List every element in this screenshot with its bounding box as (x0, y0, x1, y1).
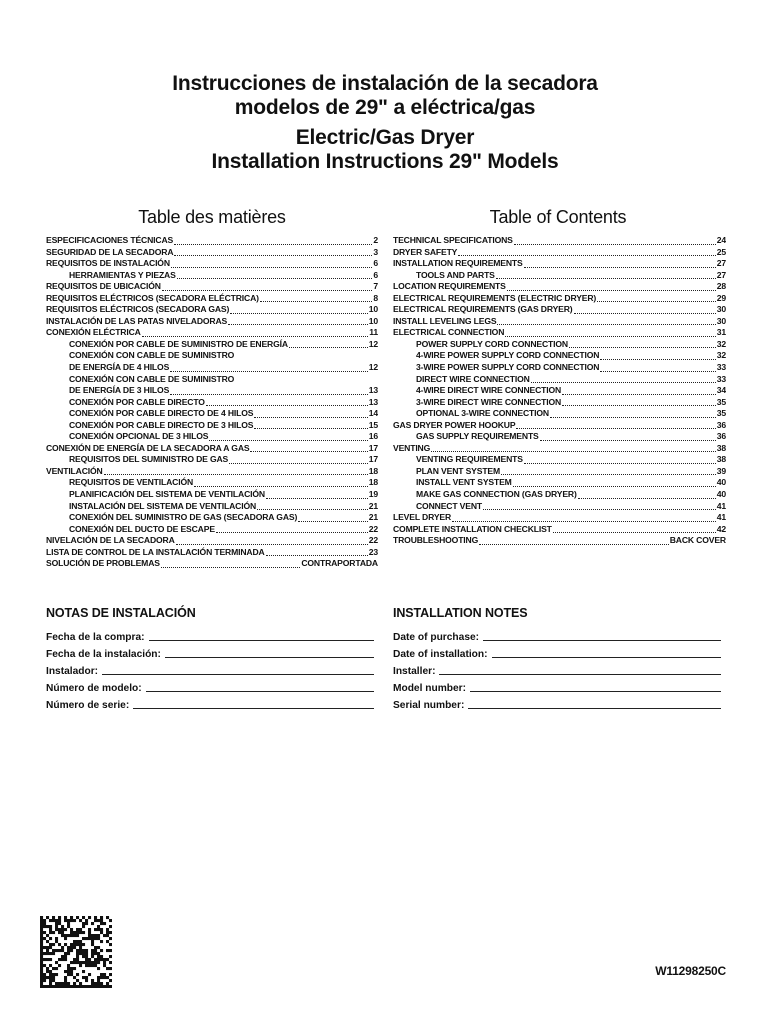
english-toc-entry (393, 350, 726, 362)
spanish-toc-entry (46, 270, 378, 282)
toc-entry-page: 33 (716, 373, 726, 384)
toc-entry-label: ELECTRICAL CONNECTION (393, 327, 505, 338)
toc-entry-page: 11 (369, 327, 378, 338)
english-toc-entry (393, 327, 726, 339)
english-toc-entry (393, 247, 726, 259)
toc-leader-dots (235, 352, 377, 360)
toc-leader-dots (516, 420, 715, 429)
notes-spanish-heading: NOTAS DE INSTALACIÓN (46, 606, 196, 620)
toc-entry-label: VENTILACIÓN (46, 465, 103, 476)
toc-leader-dots (597, 293, 716, 302)
english-note-field (393, 626, 721, 643)
toc-entry-label: LISTA DE CONTROL DE LA INSTALACIÓN TERMINADA (46, 546, 265, 557)
toc-leader-dots (531, 374, 716, 383)
spanish-toc-entry (46, 477, 378, 489)
toc-leader-dots (553, 524, 716, 533)
english-toc-entry (393, 270, 726, 282)
english-toc-entry (393, 316, 726, 328)
spanish-toc-entry (46, 524, 378, 536)
english-note-field (393, 660, 721, 677)
spanish-toc-entry (46, 558, 378, 570)
english-toc-entry (393, 466, 726, 478)
english-toc-entry (393, 443, 726, 455)
toc-entry-label: TROUBLESHOOTING (393, 535, 479, 546)
note-field-label: Fecha de la instalación: (46, 649, 161, 660)
toc-leader-dots (540, 432, 716, 441)
toc-entry-page: 25 (716, 246, 726, 257)
spanish-toc-entry (46, 420, 378, 432)
document-code: W11298250C (655, 964, 726, 978)
english-toc-entry (393, 235, 726, 247)
toc-leader-dots (142, 328, 369, 337)
title-english-line-1: Electric/Gas Dryer (295, 126, 475, 149)
spanish-note-field (46, 660, 374, 677)
toc-leader-dots (483, 501, 716, 510)
toc-entry-label: OPTIONAL 3-WIRE CONNECTION (416, 408, 549, 419)
english-toc-entry (393, 281, 726, 293)
toc-entry-page: 36 (716, 419, 726, 430)
toc-entry-label: COMPLETE INSTALLATION CHECKLIST (393, 523, 552, 534)
spanish-toc-entry (46, 443, 378, 455)
toc-leader-dots (298, 513, 368, 522)
toc-entry-page: 23 (368, 546, 378, 557)
spanish-toc-entry (46, 385, 378, 397)
toc-entry-label: INSTALACIÓN DE LAS PATAS NIVELADORAS (46, 315, 228, 326)
toc-spanish-list (46, 235, 378, 570)
toc-leader-dots (228, 316, 368, 325)
note-field-blank-line[interactable] (439, 664, 721, 675)
english-toc-entry (393, 362, 726, 374)
toc-entry-label: REQUISITOS DE VENTILACIÓN (69, 477, 194, 488)
toc-entry-label: CONEXIÓN OPCIONAL DE 3 HILOS (69, 431, 209, 442)
toc-leader-dots (194, 478, 368, 487)
toc-entry-page: 17 (368, 442, 378, 453)
toc-entry-page: 30 (716, 315, 726, 326)
notes-english-heading: INSTALLATION NOTES (393, 606, 528, 620)
toc-entry-label: ELECTRICAL REQUIREMENTS (ELECTRIC DRYER) (393, 292, 597, 303)
toc-entry-page: 42 (716, 523, 726, 534)
toc-entry-label: VENTING REQUIREMENTS (416, 454, 523, 465)
english-toc-entry (393, 293, 726, 305)
toc-leader-dots (458, 247, 715, 256)
toc-spanish-heading: Table des matières (138, 207, 286, 227)
toc-leader-dots (501, 466, 716, 475)
spanish-toc-entry (46, 466, 378, 478)
toc-leader-dots (266, 490, 368, 499)
spanish-toc-entry (46, 431, 378, 443)
toc-leader-dots (431, 443, 716, 452)
note-field-blank-line[interactable] (492, 647, 721, 658)
spanish-note-field (46, 677, 374, 694)
note-field-label: Número de serie: (46, 700, 130, 711)
toc-entry-label: POWER SUPPLY CORD CONNECTION (416, 338, 568, 349)
note-field-label: Installer: (393, 666, 436, 677)
note-field-label: Serial number: (393, 700, 465, 711)
english-toc-entry (393, 258, 726, 270)
toc-leader-dots (289, 339, 368, 348)
toc-entry-page: 19 (368, 489, 378, 500)
toc-leader-dots (171, 259, 372, 268)
spanish-toc-entry (46, 235, 378, 247)
note-field-label: Fecha de la compra: (46, 632, 145, 643)
toc-entry-page: 17 (368, 454, 378, 465)
toc-entry-page: 40 (716, 477, 726, 488)
note-field-blank-line[interactable] (470, 681, 721, 692)
spanish-toc-entry (46, 512, 378, 524)
toc-leader-dots (209, 432, 367, 441)
english-toc-entry (393, 408, 726, 420)
toc-leader-dots (562, 397, 716, 406)
toc-entry-page: 18 (368, 477, 378, 488)
toc-leader-dots (514, 236, 716, 245)
toc-entry-label: CONEXIÓN DEL DUCTO DE ESCAPE (69, 523, 215, 534)
toc-entry-label: VENTING (393, 442, 431, 453)
spanish-toc-entry (46, 362, 378, 374)
toc-entry-label: CONEXIÓN POR CABLE DE SUMINISTRO DE ENERGÍA (69, 338, 288, 349)
toc-entry-page: 38 (716, 454, 726, 465)
spanish-toc-entry (46, 489, 378, 501)
english-toc-entry (393, 524, 726, 536)
toc-entry-label: PLANIFICACIÓN DEL SISTEMA DE VENTILACIÓN (69, 489, 265, 500)
toc-leader-dots (497, 316, 715, 325)
note-field-blank-line[interactable] (468, 698, 721, 709)
toc-entry-page: 18 (368, 465, 378, 476)
toc-leader-dots (177, 270, 373, 279)
toc-entry-label: 4-WIRE POWER SUPPLY CORD CONNECTION (416, 350, 600, 361)
toc-entry-label: DIRECT WIRE CONNECTION (416, 373, 530, 384)
spanish-toc-entry (46, 454, 378, 466)
toc-leader-dots (266, 547, 368, 556)
toc-leader-dots (229, 455, 368, 464)
spanish-toc-entry (46, 374, 378, 386)
toc-entry-page: 21 (368, 512, 378, 523)
toc-entry-page: 27 (716, 269, 726, 280)
spanish-toc-entry (46, 339, 378, 351)
toc-entry-label: CONEXIÓN POR CABLE DIRECTO DE 3 HILOS (69, 419, 254, 430)
toc-entry-page: 12 (368, 338, 378, 349)
toc-leader-dots (176, 536, 368, 545)
toc-entry-label: LOCATION REQUIREMENTS (393, 281, 506, 292)
toc-entry-label: DE ENERGÍA DE 3 HILOS (69, 385, 170, 396)
spanish-toc-entry (46, 258, 378, 270)
toc-entry-page: 35 (716, 396, 726, 407)
toc-leader-dots (235, 375, 377, 383)
english-toc-entry (393, 454, 726, 466)
toc-entry-page: 32 (716, 350, 726, 361)
toc-leader-dots (524, 455, 716, 464)
toc-leader-dots (170, 363, 368, 372)
toc-entry-label: SEGURIDAD DE LA SECADORA (46, 246, 174, 257)
toc-entry-page: 12 (368, 362, 378, 373)
toc-entry-label: TECHNICAL SPECIFICATIONS (393, 235, 513, 245)
toc-entry-page: 24 (716, 235, 726, 245)
toc-entry-label: INSTALACIÓN DEL SISTEMA DE VENTILACIÓN (69, 500, 257, 511)
title-spanish-line-2: modelos de 29" a eléctrica/gas (234, 96, 536, 119)
toc-entry-label: HERRAMIENTAS Y PIEZAS (69, 269, 176, 280)
english-toc-entry (393, 397, 726, 409)
toc-entry-label: PLAN VENT SYSTEM (416, 465, 501, 476)
toc-entry-page: 39 (716, 465, 726, 476)
english-toc-entry (393, 512, 726, 524)
toc-entry-page: 22 (368, 523, 378, 534)
toc-entry-page: 13 (368, 385, 378, 396)
spanish-toc-entry (46, 327, 378, 339)
toc-entry-page: 33 (716, 362, 726, 373)
toc-leader-dots (505, 328, 715, 337)
toc-entry-page: 34 (716, 385, 726, 396)
toc-leader-dots (578, 490, 716, 499)
note-field-blank-line[interactable] (483, 630, 721, 641)
toc-entry-page: 7 (373, 281, 378, 292)
english-toc-entry (393, 501, 726, 513)
toc-leader-dots (550, 409, 716, 418)
notes-english-form (393, 626, 721, 711)
toc-entry-page: 29 (716, 292, 726, 303)
note-field-blank-line[interactable] (146, 681, 374, 692)
toc-entry-label: CONEXIÓN DE ENERGÍA DE LA SECADORA A GAS (46, 442, 250, 453)
english-toc-entry (393, 477, 726, 489)
toc-entry-label: CONEXIÓN ELÉCTRICA (46, 327, 141, 338)
toc-entry-label: GAS SUPPLY REQUIREMENTS (416, 431, 539, 442)
toc-leader-dots (206, 397, 368, 406)
spanish-toc-entry (46, 501, 378, 513)
toc-leader-dots (162, 282, 373, 291)
toc-leader-dots (574, 305, 716, 314)
toc-leader-dots (569, 339, 716, 348)
datamatrix-barcode-icon (40, 916, 112, 988)
toc-entry-label: REQUISITOS DE UBICACIÓN (46, 281, 161, 292)
toc-entry-page: 36 (716, 431, 726, 442)
note-field-label: Número de modelo: (46, 683, 142, 694)
english-toc-entry (393, 535, 726, 547)
english-toc-entry (393, 304, 726, 316)
note-field-label: Date of installation: (393, 649, 488, 660)
toc-entry-page: 38 (716, 442, 726, 453)
toc-entry-page: 30 (716, 304, 726, 315)
toc-leader-dots (254, 420, 367, 429)
toc-entry-page: 41 (716, 512, 726, 523)
toc-entry-page: BACK COVER (669, 535, 726, 546)
toc-entry-page: 2 (373, 235, 378, 245)
toc-entry-page: 14 (368, 408, 378, 419)
toc-leader-dots (479, 536, 669, 545)
toc-entry-label: 3-WIRE DIRECT WIRE CONNECTION (416, 396, 562, 407)
toc-entry-page: 27 (716, 258, 726, 269)
notes-spanish-form (46, 626, 374, 711)
toc-entry-page: 35 (716, 408, 726, 419)
toc-entry-label: CONEXIÓN CON CABLE DE SUMINISTRO (69, 373, 235, 384)
spanish-toc-entry (46, 304, 378, 316)
note-field-blank-line[interactable] (149, 630, 374, 641)
spanish-toc-entry (46, 397, 378, 409)
spanish-toc-entry (46, 316, 378, 328)
english-toc-entry (393, 374, 726, 386)
toc-entry-label: INSTALL VENT SYSTEM (416, 477, 512, 488)
toc-entry-page: 28 (716, 281, 726, 292)
toc-entry-label: CONEXIÓN DEL SUMINISTRO DE GAS (SECADORA GAS) (69, 512, 298, 523)
toc-entry-label: REQUISITOS DE INSTALACIÓN (46, 258, 170, 269)
toc-leader-dots (513, 478, 716, 487)
toc-entry-label: NIVELACIÓN DE LA SECADORA (46, 535, 175, 546)
toc-leader-dots (230, 305, 368, 314)
toc-entry-label: REQUISITOS ELÉCTRICOS (SECADORA GAS) (46, 304, 230, 315)
toc-entry-label: ELECTRICAL REQUIREMENTS (GAS DRYER) (393, 304, 573, 315)
toc-leader-dots (496, 270, 716, 279)
note-field-blank-line[interactable] (165, 647, 374, 658)
toc-entry-page: 13 (368, 396, 378, 407)
toc-entry-label: INSTALLATION REQUIREMENTS (393, 258, 523, 269)
spanish-toc-entry (46, 247, 378, 259)
toc-entry-label: MAKE GAS CONNECTION (GAS DRYER) (416, 489, 577, 500)
toc-entry-label: 3-WIRE POWER SUPPLY CORD CONNECTION (416, 362, 600, 373)
toc-leader-dots (174, 247, 372, 256)
toc-entry-page: 32 (716, 338, 726, 349)
toc-leader-dots (174, 236, 372, 245)
toc-english-list (393, 235, 726, 547)
spanish-toc-entry (46, 281, 378, 293)
note-field-blank-line[interactable] (133, 698, 374, 709)
toc-leader-dots (170, 386, 368, 395)
toc-entry-page: 6 (373, 269, 378, 280)
toc-entry-label: GAS DRYER POWER HOOKUP (393, 419, 516, 430)
toc-entry-page: 10 (368, 315, 378, 326)
toc-leader-dots (562, 386, 716, 395)
toc-entry-label: INSTALL LEVELING LEGS (393, 315, 497, 326)
english-toc-entry (393, 420, 726, 432)
english-toc-entry (393, 489, 726, 501)
english-toc-entry (393, 385, 726, 397)
toc-entry-label: REQUISITOS DEL SUMINISTRO DE GAS (69, 454, 229, 465)
toc-entry-page: 10 (368, 304, 378, 315)
toc-entry-page: 3 (373, 246, 378, 257)
toc-entry-label: ESPECIFICACIONES TÉCNICAS (46, 235, 174, 245)
toc-entry-page: 6 (373, 258, 378, 269)
spanish-toc-entry (46, 535, 378, 547)
toc-entry-label: CONEXIÓN POR CABLE DIRECTO DE 4 HILOS (69, 408, 254, 419)
toc-leader-dots (524, 259, 716, 268)
toc-entry-label: LEVEL DRYER (393, 512, 452, 523)
toc-entry-label: REQUISITOS ELÉCTRICOS (SECADORA ELÉCTRICA) (46, 292, 259, 303)
toc-entry-page: 41 (716, 500, 726, 511)
toc-entry-page: 21 (368, 500, 378, 511)
spanish-toc-entry (46, 350, 378, 362)
toc-entry-label: CONEXIÓN CON CABLE DE SUMINISTRO (69, 350, 235, 361)
toc-entry-page: CONTRAPORTADA (301, 558, 378, 569)
toc-entry-label: DRYER SAFETY (393, 246, 458, 257)
spanish-toc-entry (46, 547, 378, 559)
title-spanish-line-1: Instrucciones de instalación de la secadora (172, 72, 598, 95)
toc-entry-page: 31 (716, 327, 726, 338)
title-english-line-2: Installation Instructions 29" Models (211, 150, 559, 173)
toc-leader-dots (161, 559, 301, 568)
note-field-label: Model number: (393, 683, 467, 694)
spanish-note-field (46, 643, 374, 660)
toc-entry-label: 4-WIRE DIRECT WIRE CONNECTION (416, 385, 562, 396)
toc-entry-label: SOLUCIÓN DE PROBLEMAS (46, 558, 160, 569)
toc-english-heading: Table of Contents (489, 207, 627, 227)
english-toc-entry (393, 431, 726, 443)
toc-entry-page: 22 (368, 535, 378, 546)
toc-leader-dots (452, 513, 716, 522)
toc-leader-dots (600, 363, 715, 372)
note-field-label: Date of purchase: (393, 632, 480, 643)
document-title (0, 72, 770, 174)
spanish-toc-entry (46, 408, 378, 420)
toc-entry-page: 16 (368, 431, 378, 442)
toc-entry-label: DE ENERGÍA DE 4 HILOS (69, 362, 170, 373)
toc-leader-dots (507, 282, 716, 291)
toc-leader-dots (250, 443, 367, 452)
spanish-note-field (46, 626, 374, 643)
note-field-blank-line[interactable] (102, 664, 374, 675)
toc-entry-page: 40 (716, 489, 726, 500)
toc-leader-dots (216, 524, 368, 533)
toc-leader-dots (104, 466, 368, 475)
english-note-field (393, 677, 721, 694)
spanish-note-field (46, 694, 374, 711)
toc-entry-label: TOOLS AND PARTS (416, 269, 495, 280)
toc-entry-label: CONEXIÓN POR CABLE DIRECTO (69, 396, 205, 407)
toc-leader-dots (254, 409, 367, 418)
spanish-toc-entry (46, 293, 378, 305)
toc-entry-label: CONNECT VENT (416, 500, 482, 511)
toc-entry-page: 8 (373, 292, 378, 303)
toc-leader-dots (600, 351, 715, 360)
english-note-field (393, 643, 721, 660)
note-field-label: Instalador: (46, 666, 99, 677)
toc-leader-dots (260, 293, 373, 302)
english-note-field (393, 694, 721, 711)
toc-entry-page: 15 (368, 419, 378, 430)
toc-leader-dots (257, 501, 368, 510)
english-toc-entry (393, 339, 726, 351)
